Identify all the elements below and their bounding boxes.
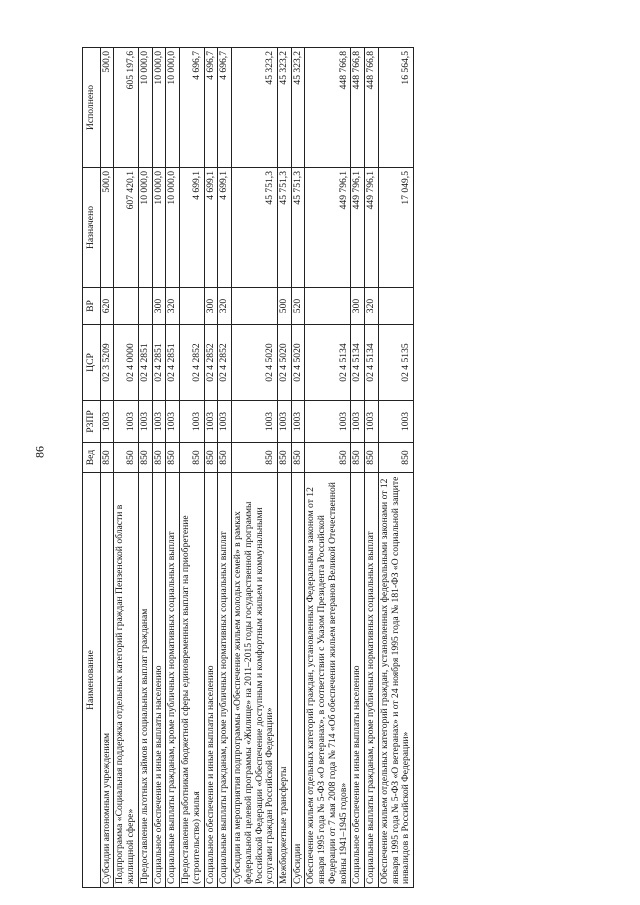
header-rzpr: Р3ПР	[83, 401, 101, 443]
cell-vr: 620	[100, 288, 114, 325]
cell-rzpr: 1003	[114, 401, 138, 443]
cell-csr: 02 4 5020	[278, 325, 292, 401]
cell-csr: 02 4 2851	[152, 325, 166, 401]
cell-name: Субсидии на мероприятия подпрограммы «Обеспечение жильем молодых семей» в рамках федеральной целевой программы «Жилище» на 2011–2015 годы государственной программы Российской Федерации «Обеспечение доступным и комфортным жильем и коммунальными услугами граждан Российской Федерации»	[232, 473, 278, 888]
cell-rzpr: 1003	[218, 401, 232, 443]
cell-csr: 02 4 2851	[166, 325, 180, 401]
cell-rzpr: 1003	[351, 401, 365, 443]
table-row	[365, 48, 379, 888]
cell-assigned: 449 796,1	[365, 168, 379, 288]
header-vr: ВР	[83, 288, 101, 325]
cell-rzpr: 1003	[232, 401, 278, 443]
cell-assigned: 449 796,1	[305, 168, 351, 288]
table-header-row	[83, 48, 101, 888]
table-row	[291, 48, 305, 888]
cell-name: Социальные выплаты гражданам, кроме публичных нормативных социальных выплат	[365, 473, 379, 888]
cell-name: Предоставление льготных займов и социальных выплат гражданам	[138, 473, 152, 888]
table-row	[278, 48, 292, 888]
cell-csr: 02 4 0000	[114, 325, 138, 401]
cell-csr: 02 4 5134	[365, 325, 379, 401]
cell-executed: 45 323,2	[291, 48, 305, 168]
cell-name: Предоставление работникам бюджетной сферы единовременных выплат на приобретение (строительство) жилья	[180, 473, 204, 888]
cell-executed: 4 696,7	[204, 48, 218, 168]
cell-assigned: 449 796,1	[351, 168, 365, 288]
table-row	[114, 48, 138, 888]
cell-name: Социальное обеспечение и иные выплаты населению	[152, 473, 166, 888]
cell-name: Подпрограмма «Социальная поддержка отдельных категорий граждан Пензенской области в жилищной сфере»	[114, 473, 138, 888]
cell-executed: 45 323,2	[278, 48, 292, 168]
cell-executed: 500,0	[100, 48, 114, 168]
cell-assigned: 500,0	[100, 168, 114, 288]
cell-assigned: 4 699,1	[218, 168, 232, 288]
cell-vr: 320	[166, 288, 180, 325]
cell-ved: 850	[232, 443, 278, 473]
cell-assigned: 17 049,5	[378, 168, 413, 288]
cell-assigned: 45 751,3	[291, 168, 305, 288]
cell-vr	[305, 288, 351, 325]
cell-vr	[138, 288, 152, 325]
cell-csr: 02 3 5209	[100, 325, 114, 401]
cell-csr: 02 4 2852	[218, 325, 232, 401]
table-row	[204, 48, 218, 888]
cell-ved: 850	[100, 443, 114, 473]
cell-assigned: 607 420,1	[114, 168, 138, 288]
cell-rzpr: 1003	[365, 401, 379, 443]
header-ved: Вед	[83, 443, 101, 473]
cell-vr: 500	[278, 288, 292, 325]
cell-vr	[378, 288, 413, 325]
cell-rzpr: 1003	[152, 401, 166, 443]
header-executed: Исполнено	[83, 48, 101, 168]
cell-rzpr: 1003	[180, 401, 204, 443]
cell-ved: 850	[378, 443, 413, 473]
table-row	[166, 48, 180, 888]
cell-csr: 02 4 5134	[305, 325, 351, 401]
table-row	[305, 48, 351, 888]
table-row	[138, 48, 152, 888]
cell-name: Социальные выплаты гражданам, кроме публичных нормативных социальных выплат	[218, 473, 232, 888]
cell-csr: 02 4 2851	[138, 325, 152, 401]
table-row	[351, 48, 365, 888]
cell-ved: 850	[365, 443, 379, 473]
cell-vr	[180, 288, 204, 325]
cell-name: Обеспечение жильем отдельных категорий граждан, установленных федеральными законами от 12 января 1995 года № 5-ФЗ «О ветеранах» и от 24 ноября 1995 года № 181-ФЗ «О социальной защите инвалидов в Российской Федерации»	[378, 473, 413, 888]
cell-assigned: 10 000,0	[152, 168, 166, 288]
cell-vr	[232, 288, 278, 325]
cell-csr: 02 4 5134	[351, 325, 365, 401]
table-row	[100, 48, 114, 888]
cell-name: Обеспечение жильем отдельных категорий граждан, установленных Федеральным законом от 12 января 1995 года № 5-ФЗ «О ветеранах», в соответствии с Указом Президента Российской Федерации от 7 мая 2008 года № 714 «Об обеспечении жильем ветеранов Великой Отечественной войны 1941–1945 годов»	[305, 473, 351, 888]
cell-vr: 320	[365, 288, 379, 325]
header-name: Наименование	[83, 473, 101, 888]
table-row	[218, 48, 232, 888]
rotated-table-container	[82, 48, 602, 888]
cell-ved: 850	[114, 443, 138, 473]
cell-vr: 300	[204, 288, 218, 325]
table-row	[152, 48, 166, 888]
cell-executed: 4 696,7	[180, 48, 204, 168]
cell-ved: 850	[138, 443, 152, 473]
cell-vr: 320	[218, 288, 232, 325]
table-body	[100, 48, 413, 888]
cell-csr: 02 4 2852	[204, 325, 218, 401]
cell-vr	[114, 288, 138, 325]
cell-executed: 605 197,6	[114, 48, 138, 168]
cell-ved: 850	[351, 443, 365, 473]
cell-assigned: 4 699,1	[204, 168, 218, 288]
cell-ved: 850	[180, 443, 204, 473]
cell-name: Субсидии автономным учреждениям	[100, 473, 114, 888]
cell-executed: 10 000,0	[152, 48, 166, 168]
header-csr: ЦСР	[83, 325, 101, 401]
cell-rzpr: 1003	[100, 401, 114, 443]
cell-executed: 448 766,8	[351, 48, 365, 168]
cell-executed: 45 323,2	[232, 48, 278, 168]
cell-name: Социальное обеспечение и иные выплаты населению	[204, 473, 218, 888]
cell-rzpr: 1003	[138, 401, 152, 443]
cell-executed: 448 766,8	[365, 48, 379, 168]
budget-table	[82, 47, 414, 888]
cell-assigned: 10 000,0	[138, 168, 152, 288]
cell-vr: 300	[351, 288, 365, 325]
cell-name: Социальные выплаты гражданам, кроме публичных нормативных социальных выплат	[166, 473, 180, 888]
cell-executed: 448 766,8	[305, 48, 351, 168]
cell-executed: 16 564,5	[378, 48, 413, 168]
cell-assigned: 4 699,1	[180, 168, 204, 288]
cell-ved: 850	[204, 443, 218, 473]
cell-vr: 300	[152, 288, 166, 325]
cell-rzpr: 1003	[378, 401, 413, 443]
cell-vr: 520	[291, 288, 305, 325]
cell-executed: 4 696,7	[218, 48, 232, 168]
cell-ved: 850	[218, 443, 232, 473]
cell-ved: 850	[278, 443, 292, 473]
cell-csr: 02 4 2852	[180, 325, 204, 401]
cell-csr: 02 4 5135	[378, 325, 413, 401]
cell-executed: 10 000,0	[166, 48, 180, 168]
table-row	[378, 48, 413, 888]
cell-assigned: 45 751,3	[232, 168, 278, 288]
cell-rzpr: 1003	[166, 401, 180, 443]
cell-name: Межбюджетные трансферты	[278, 473, 292, 888]
cell-csr: 02 4 5020	[291, 325, 305, 401]
cell-ved: 850	[305, 443, 351, 473]
cell-rzpr: 1003	[305, 401, 351, 443]
cell-ved: 850	[152, 443, 166, 473]
cell-assigned: 45 751,3	[278, 168, 292, 288]
cell-assigned: 10 000,0	[166, 168, 180, 288]
cell-rzpr: 1003	[291, 401, 305, 443]
table-row	[232, 48, 278, 888]
cell-ved: 850	[291, 443, 305, 473]
table-row	[180, 48, 204, 888]
page-number: 86	[32, 446, 47, 458]
cell-rzpr: 1003	[204, 401, 218, 443]
cell-executed: 10 000,0	[138, 48, 152, 168]
cell-ved: 850	[166, 443, 180, 473]
cell-csr: 02 4 5020	[232, 325, 278, 401]
header-assigned: Назначено	[83, 168, 101, 288]
cell-rzpr: 1003	[278, 401, 292, 443]
cell-name: Субсидии	[291, 473, 305, 888]
cell-name: Социальное обеспечение и иные выплаты населению	[351, 473, 365, 888]
